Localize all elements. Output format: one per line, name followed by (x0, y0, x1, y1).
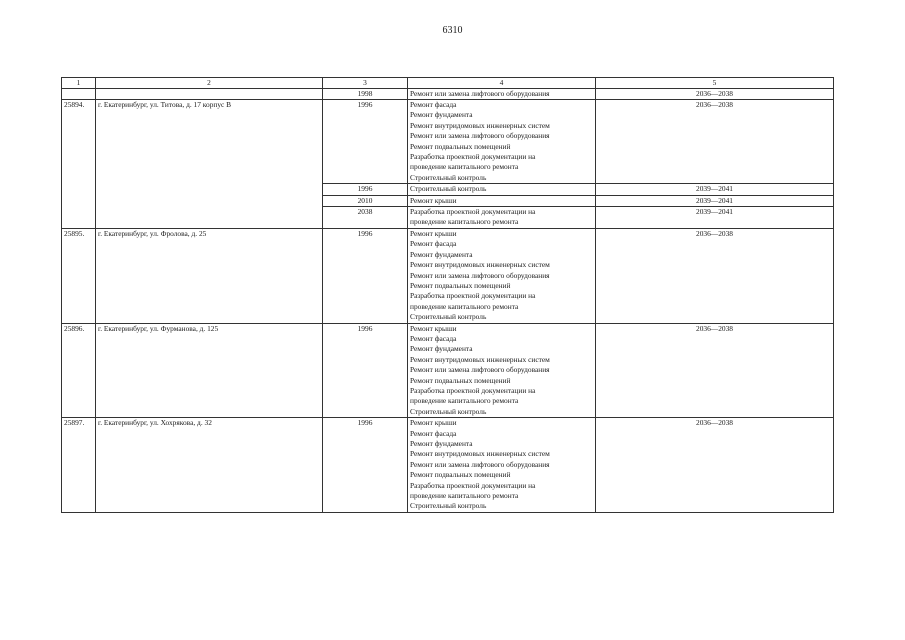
house-number-cell: 25897. (62, 418, 96, 513)
period-cell: 2036—2038 (596, 228, 834, 323)
work-item: Ремонт или замена лифтового оборудования (410, 88, 550, 98)
work-item: Ремонт внутридомовых инженерных систем (410, 449, 550, 459)
work-item: Строительный контроль (410, 184, 487, 194)
address-cell (96, 195, 323, 206)
work-item: Ремонт внутридомовых инженерных систем (410, 260, 550, 270)
work-item: проведение капитального ремонта (410, 162, 519, 172)
work-item: Ремонт крыши (410, 228, 457, 238)
work-item: Строительный контроль (410, 406, 487, 416)
address-cell (96, 184, 323, 195)
house-number-cell (62, 207, 96, 229)
table-row (62, 323, 834, 418)
period-cell: 2036—2038 (596, 88, 834, 99)
work-item: Разработка проектной документации на (410, 291, 536, 301)
work-item: Ремонт или замена лифтового оборудования (410, 459, 550, 469)
table-row (62, 184, 834, 195)
year-cell: 1996 (323, 323, 408, 418)
work-item: Ремонт или замена лифтового оборудования (410, 131, 550, 141)
year-cell: 1996 (323, 100, 408, 184)
year-cell: 2010 (323, 195, 408, 206)
header-col-5: 5 (596, 78, 834, 89)
work-item: Ремонт или замена лифтового оборудования (410, 270, 550, 280)
work-item: Строительный контроль (410, 172, 487, 182)
work-item: Ремонт фасада (410, 100, 457, 109)
work-item: Ремонт подвальных помещений (410, 280, 511, 290)
work-item: Строительный контроль (410, 501, 487, 511)
address-cell: г. Екатеринбург, ул. Титова, д. 17 корпус В (96, 100, 323, 184)
work-item: проведение капитального ремонта (410, 396, 519, 406)
work-item: Разработка проектной документации на (410, 207, 536, 217)
year-cell: 1998 (323, 88, 408, 99)
work-item: Ремонт фасада (410, 239, 457, 249)
address-cell: г. Екатеринбург, ул. Фурманова, д. 125 (96, 323, 323, 418)
table-row (62, 418, 834, 513)
period-cell: 2039—2041 (596, 207, 834, 229)
table-header-row (62, 78, 834, 89)
works-cell (408, 100, 596, 184)
work-item: Ремонт или замена лифтового оборудования (410, 365, 550, 375)
works-cell (408, 88, 596, 99)
work-item: Ремонт фундамента (410, 249, 473, 259)
works-cell (408, 195, 596, 206)
table-body (62, 88, 834, 512)
period-cell: 2036—2038 (596, 100, 834, 184)
work-item: Ремонт фундамента (410, 110, 473, 120)
work-item: Ремонт внутридомовых инженерных систем (410, 354, 550, 364)
house-number-cell (62, 88, 96, 99)
header-col-4: 4 (408, 78, 596, 89)
house-number-cell: 25894. (62, 100, 96, 184)
address-cell (96, 88, 323, 99)
work-item: Ремонт крыши (410, 323, 457, 333)
table-row (62, 207, 834, 229)
work-item: Ремонт подвальных помещений (410, 375, 511, 385)
header-col-2: 2 (96, 78, 323, 89)
year-cell: 1996 (323, 418, 408, 513)
house-number-cell: 25896. (62, 323, 96, 418)
page-number: 6310 (442, 25, 463, 36)
works-cell (408, 418, 596, 513)
repair-schedule-table (61, 77, 834, 513)
work-item: проведение капитального ремонта (410, 491, 519, 501)
work-item: Ремонт крыши (410, 418, 457, 428)
table-row (62, 228, 834, 323)
header-col-1: 1 (62, 78, 96, 89)
house-number-cell (62, 184, 96, 195)
work-item: Разработка проектной документации на (410, 480, 536, 490)
work-item: Разработка проектной документации на (410, 152, 536, 162)
work-item: Ремонт фасада (410, 428, 457, 438)
work-item: Ремонт подвальных помещений (410, 470, 511, 480)
house-number-cell (62, 195, 96, 206)
period-cell: 2036—2038 (596, 323, 834, 418)
works-cell (408, 323, 596, 418)
address-cell: г. Екатеринбург, ул. Хохрякова, д. 32 (96, 418, 323, 513)
table-row (62, 100, 834, 184)
period-cell: 2039—2041 (596, 195, 834, 206)
work-item: Ремонт подвальных помещений (410, 141, 511, 151)
work-item: Ремонт фундамента (410, 439, 473, 448)
work-item: проведение капитального ремонта (410, 217, 519, 227)
work-item: Ремонт фундамента (410, 344, 473, 354)
work-item: Ремонт крыши (410, 195, 457, 205)
house-number-cell: 25895. (62, 228, 96, 323)
works-cell (408, 228, 596, 323)
work-item: Строительный контроль (410, 312, 487, 322)
year-cell: 1996 (323, 228, 408, 323)
work-item: проведение капитального ремонта (410, 301, 519, 311)
work-item: Разработка проектной документации на (410, 385, 536, 395)
works-cell (408, 207, 596, 229)
works-cell (408, 184, 596, 195)
work-item: Ремонт внутридомовых инженерных систем (410, 120, 550, 130)
year-cell: 2038 (323, 207, 408, 229)
year-cell: 1996 (323, 184, 408, 195)
table-row (62, 195, 834, 206)
header-col-3: 3 (323, 78, 408, 89)
table-row (62, 88, 834, 99)
period-cell: 2039—2041 (596, 184, 834, 195)
period-cell: 2036—2038 (596, 418, 834, 513)
address-cell (96, 207, 323, 229)
work-item: Ремонт фасада (410, 333, 457, 343)
address-cell: г. Екатеринбург, ул. Фролова, д. 25 (96, 228, 323, 323)
